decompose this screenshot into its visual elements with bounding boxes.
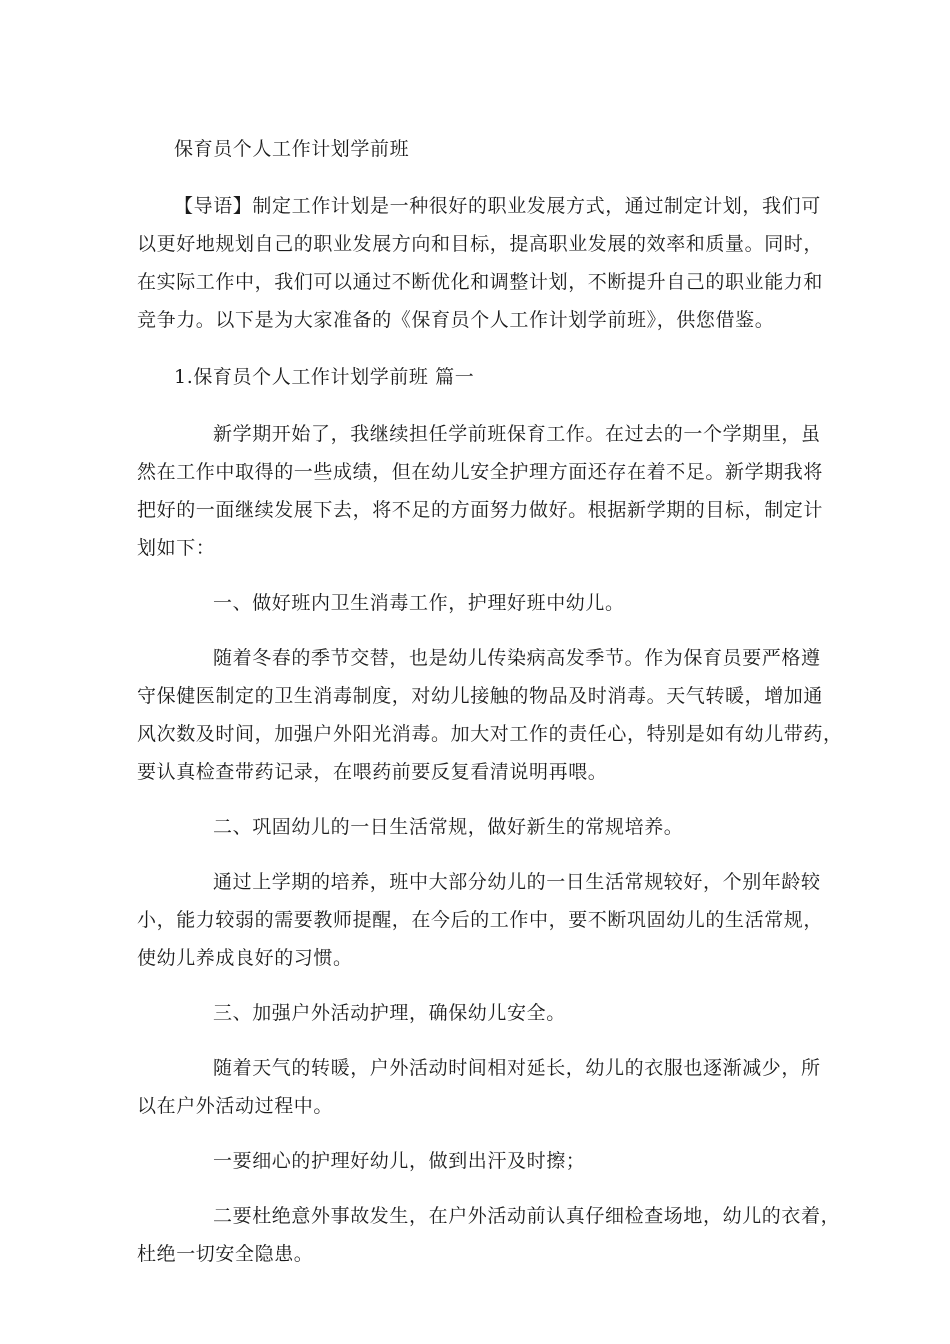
- document-title: 保育员个人工作计划学前班: [174, 138, 410, 160]
- opening-paragraph: [137, 415, 824, 567]
- section-heading: 1.保育员个人工作计划学前班 篇一: [174, 366, 475, 388]
- item1-paragraph: [137, 639, 843, 791]
- item2-paragraph: [137, 863, 824, 977]
- paragraph-line: 把好的一面继续发展下去，将不足的方面努力做好。根据新学期的目标，制定计: [137, 499, 824, 521]
- item3-paragraph: [137, 1049, 821, 1125]
- item3-heading: 三、加强户外活动护理，确保幼儿安全。: [213, 1002, 566, 1024]
- paragraph-line: 通过上学期的培养，班中大部分幼儿的一日生活常规较好，个别年龄较: [213, 871, 821, 893]
- intro-line: 以更好地规划自己的职业发展方向和目标，提高职业发展的效率和质量。同时，: [137, 233, 824, 255]
- paragraph-line: 风次数及时间，加强户外阳光消毒。加大对工作的责任心，特别是如有幼儿带药，: [137, 723, 843, 745]
- paragraph-line: 划如下：: [137, 537, 216, 559]
- paragraph-line: 新学期开始了，我继续担任学前班保育工作。在过去的一个学期里，虽: [213, 423, 821, 445]
- paragraph-line: 要认真检查带药记录，在喂药前要反复看清说明再喂。: [137, 761, 608, 783]
- paragraph-line: 随着天气的转暖，户外活动时间相对延长，幼儿的衣服也逐渐减少，所: [213, 1057, 821, 1079]
- item3-point1: 一要细心的护理好幼儿，做到出汗及时擦；: [213, 1150, 586, 1172]
- paragraph-line: 小，能力较弱的需要教师提醒，在今后的工作中，要不断巩固幼儿的生活常规，: [137, 909, 824, 931]
- item1-heading: 一、做好班内卫生消毒工作，护理好班中幼儿。: [213, 592, 625, 614]
- item3-point2: [137, 1197, 841, 1273]
- paragraph-line: 守保健医制定的卫生消毒制度，对幼儿接触的物品及时消毒。天气转暖，增加通: [137, 685, 824, 707]
- item2-heading: 二、巩固幼儿的一日生活常规，做好新生的常规培养。: [213, 816, 684, 838]
- paragraph-line: 以在户外活动过程中。: [137, 1095, 334, 1117]
- paragraph-line: 然在工作中取得的一些成绩，但在幼儿安全护理方面还存在着不足。新学期我将: [137, 461, 824, 483]
- paragraph-line: 二要杜绝意外事故发生，在户外活动前认真仔细检查场地，幼儿的衣着，: [213, 1205, 841, 1227]
- intro-line: 在实际工作中，我们可以通过不断优化和调整计划，不断提升自己的职业能力和: [137, 271, 824, 293]
- document-body: [137, 130, 843, 1273]
- intro-paragraph: [137, 187, 824, 339]
- intro-line: 【导语】制定工作计划是一种很好的职业发展方式，通过制定计划，我们可: [174, 195, 821, 217]
- paragraph-line: 使幼儿养成良好的习惯。: [137, 947, 353, 969]
- paragraph-line: 杜绝一切安全隐患。: [137, 1243, 314, 1265]
- paragraph-line: 随着冬春的季节交替，也是幼儿传染病高发季节。作为保育员要严格遵: [213, 647, 821, 669]
- intro-line: 竞争力。以下是为大家准备的《保育员个人工作计划学前班》，供您借鉴。: [137, 309, 775, 331]
